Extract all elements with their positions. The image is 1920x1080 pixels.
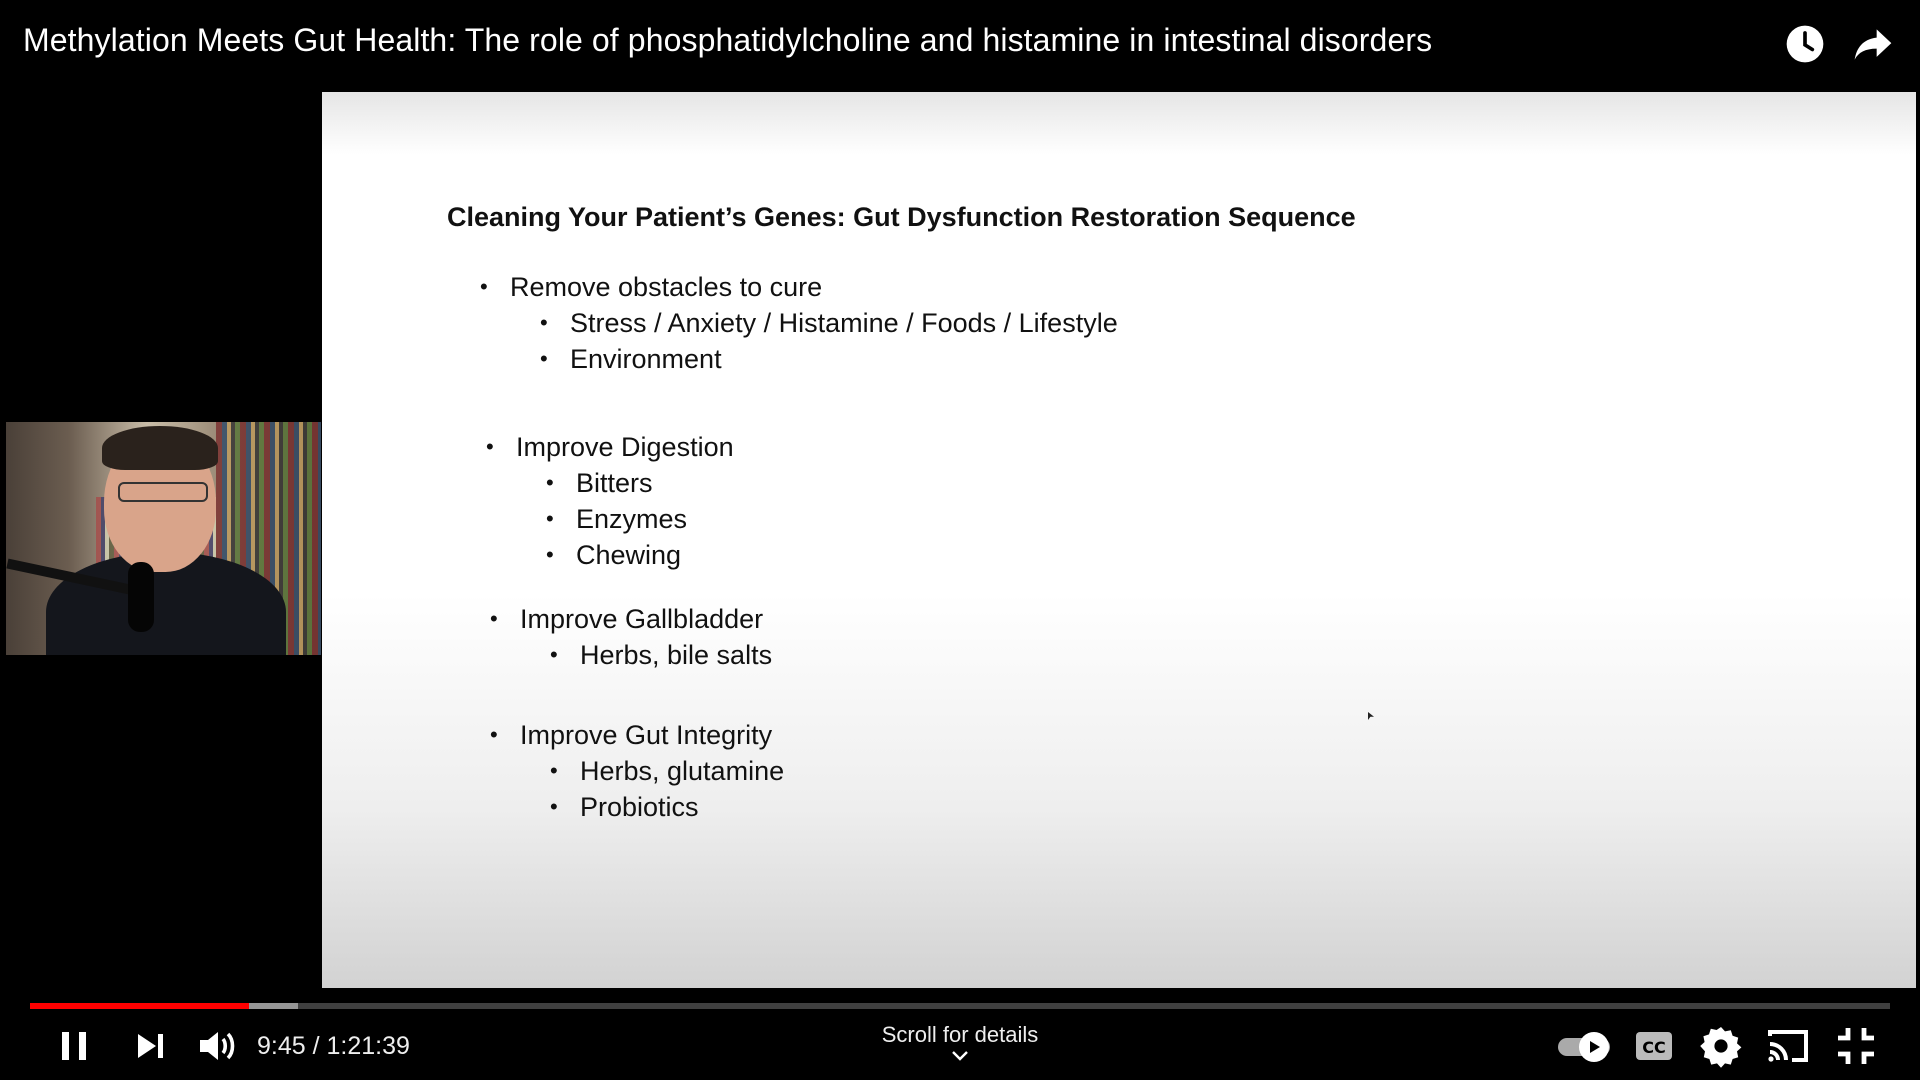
pause-icon[interactable] bbox=[50, 1022, 98, 1070]
next-icon[interactable] bbox=[126, 1022, 174, 1070]
chevron-down-icon bbox=[951, 1050, 969, 1062]
slide-subbullet: • Stress / Anxiety / Histamine / Foods / Lifestyle bbox=[540, 308, 1118, 338]
presenter-webcam bbox=[6, 422, 321, 655]
mouse-cursor bbox=[1368, 712, 1374, 720]
cast-icon[interactable] bbox=[1764, 1022, 1812, 1070]
slide-subbullet: • Herbs, bile salts bbox=[550, 640, 773, 670]
autoplay-toggle-icon[interactable] bbox=[1556, 1022, 1616, 1070]
scroll-hint-label: Scroll for details bbox=[881, 1022, 1039, 1047]
scroll-for-details-button[interactable] bbox=[860, 1022, 1060, 1062]
volume-icon[interactable] bbox=[192, 1022, 240, 1070]
slide-subbullet: • Probiotics bbox=[550, 792, 699, 822]
presenter-hair bbox=[102, 426, 218, 470]
slide-bullet: • Improve Gallbladder bbox=[490, 604, 764, 634]
player-controls bbox=[0, 1012, 1920, 1080]
watch-later-icon[interactable] bbox=[1783, 22, 1827, 66]
slide-subbullet: • Enzymes bbox=[546, 504, 688, 534]
slide-subbullet: • Herbs, glutamine bbox=[550, 756, 785, 786]
time-display: 9:45 / 1:21:39 bbox=[257, 1032, 410, 1060]
slide-heading: Cleaning Your Patient’s Genes: Gut Dysfunction Restoration Sequence bbox=[447, 202, 1356, 232]
svg-text:CC: CC bbox=[1642, 1038, 1666, 1057]
progress-bar[interactable] bbox=[30, 1003, 1890, 1009]
slide-subbullet: • Environment bbox=[540, 344, 722, 374]
share-icon[interactable] bbox=[1851, 22, 1895, 66]
title-bar bbox=[0, 0, 1920, 92]
slide-bullet: • Improve Digestion bbox=[486, 432, 734, 462]
captions-icon[interactable] bbox=[1630, 1022, 1678, 1070]
slide-bullet: • Remove obstacles to cure bbox=[480, 272, 823, 302]
video-title[interactable]: Methylation Meets Gut Health: The role of phosphatidylcholine and histamine in intestinal disorders bbox=[23, 22, 1433, 58]
slide-subbullet: • Chewing bbox=[546, 540, 682, 570]
slide-bullet: • Improve Gut Integrity bbox=[490, 720, 773, 750]
settings-icon[interactable] bbox=[1697, 1022, 1745, 1070]
progress-played bbox=[30, 1003, 249, 1009]
presenter-glasses bbox=[118, 482, 208, 502]
microphone bbox=[128, 562, 154, 632]
exit-fullscreen-icon[interactable] bbox=[1832, 1022, 1880, 1070]
slide-subbullet: • Bitters bbox=[546, 468, 653, 498]
presentation-slide bbox=[322, 92, 1916, 988]
